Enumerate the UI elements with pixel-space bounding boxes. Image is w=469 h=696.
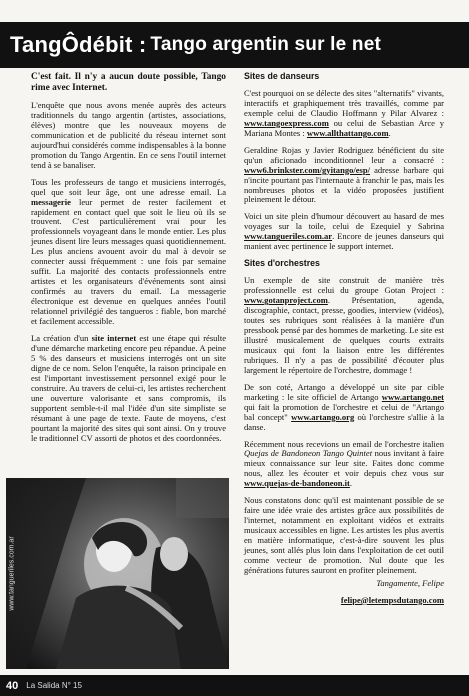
body-paragraph: Voici un site plein d'humour découvert au hasard de mes voyages sur la toile, celui de Ezequiel y Sabrina www.tangueriles.com.ar. Encore de jeunes danseurs qui manient avec pertinence le support internet. bbox=[244, 211, 444, 252]
body-paragraph: Tous les professeurs de tango et musiciens interrogés, quel que soit leur âge, ont une adresse email. La messagerie leur permet de rester facilement et rapidement en contact quel que soit le lieu où ils se trouvent. C'est particulièrement vrai pour les professionnels voyageant dans le monde entier. Les plus jeunes disent lire leurs messages quasi quotidiennement. Les plus anciens avouent avoir du mal à devoir se connecter aussi fréquemment : une fois par semaine suffit. La majorité des contacts professionnels entre artistes et les organisateurs d'événements sont ainsi confirmés au travers du email. La messagerie électronique est devenue en quelques années l'outil relationnel privilégié des tangueros : fiable, bon marché et facilement accessible. bbox=[31, 176, 226, 327]
site-link[interactable]: www.artango.net bbox=[381, 391, 444, 402]
lead-paragraph: C'est fait. Il n'y a aucun doute possible, Tango rime avec Internet. bbox=[31, 72, 226, 93]
page-footer bbox=[0, 675, 469, 696]
body-paragraph: C'est pourquoi on se délecte des sites "alternatifs" vivants, interactifs et graphiquement très travaillés, comme par exemple celui de Claudio Hoffmann y Pilar Alvarez : www.tangoexpress.com ou celui de Sebastian Arce y Mariana Montes : www.allthattango.com. bbox=[244, 87, 444, 138]
author-email[interactable]: felipe@letempsdutango.com bbox=[340, 594, 444, 605]
photo-credit: www.tangueriles.com.ar bbox=[8, 536, 16, 611]
article-title: TangÔdébit : bbox=[10, 32, 147, 57]
body-paragraph: Récemment nous recevions un email de l'orchestre italien Quejas de Bandoneon Tango Quintet nous invitant à faire mieux connaissance sur leur site. Faites donc comme nous, allez les écouter et voir depuis chez vous sur www.quejas-de-bandoneon.it. bbox=[244, 438, 444, 489]
dancer-photo bbox=[6, 478, 229, 669]
body-paragraph: La création d'un site internet est une étape qui résulte d'une démarche marketing encore peu répandue. A peine 5 % des danseurs et musiciens interrogés ont un site digne de ce nom. Selon l'enquête, la raison principale en est l'important investissement personnel exigé pour le construire. Au travers de celui-ci, les artistes recherchent une ouverture valorisante et sans compromis, ils supportent semble-t-il mal l'idée d'un site simpliste se résumant à une page de texte. Faute de moyens, c'est pourtant la majorité des sites qui sont ainsi. On y trouve le traditionnel CV assorti de photos et des coordonnées. bbox=[31, 332, 226, 443]
section-heading: Sites de danseurs bbox=[244, 71, 320, 81]
author-name: Tangamente, Felipe bbox=[376, 577, 444, 588]
body-paragraph: L'enquête que nous avons menée auprès des acteurs traditionnels du tango argentin (artistes, associations, élèves) montre que les nouveaux moyens de communication et de publicité du réseau internet sont aujourd'hui considérés comme indispensables à la bonne promotion du Tango Argentin. En ce sens l'outil internet tend à se banaliser. bbox=[31, 100, 226, 170]
article-title-bar bbox=[0, 22, 469, 68]
publication-name: La Salida N° 15 bbox=[26, 681, 82, 690]
body-paragraph: Nous constatons donc qu'il est maintenant possible de se faire une idée vraie des artistes grâce aux possibilités de l'internet, notamment en exploitant vidéos et extraits musicaux accessibles en ligne. Les artistes les plus avertis en matière informatique, c'est-à-dire souvent les plus jeunes, sont allés plus loin dans l'exploitation de cet outil comme vecteur de promotion. Nul doute que les générations futures sauront en profiter pleinement. bbox=[244, 495, 444, 575]
body-paragraph: Un exemple de site construit de manière très professionnelle est celui du groupe Gotan Project : www.gotanproject.com. Présentation, agenda, discographie, contact, presse, goodies, interview (vidéos), toutes ses rubriques sont réalisées à la manière d'un pressbook pensé par des hommes de marketing. Le site est illustré musicalement de quelques courts extraits musicaux qui font la liaison entre les différentes rubriques. Il n'y a pas de possibilité d'écouter plus largement le répertoire de l'orchestre, dommage ! bbox=[244, 275, 444, 375]
right-column bbox=[244, 72, 444, 613]
site-link[interactable]: www6.brinkster.com/gyitango/esp/ bbox=[244, 164, 370, 175]
site-link[interactable]: www.allthattango.com bbox=[306, 127, 389, 138]
site-link[interactable]: www.gotanproject.com bbox=[244, 295, 328, 306]
site-link[interactable]: www.tangueriles.com.ar bbox=[244, 231, 333, 242]
body-paragraph: Geraldine Rojas y Javier Rodriguez bénéficient du site qu'un aficionado inconditionnel leur a consacré : www6.brinkster.com/gyitango/esp/ adresse barbare qui n'incite pourtant pas l'internaute à franchir le pas, mais les nombreuses photos et la vidéo proposées justifient pleinement le détour. bbox=[244, 144, 444, 205]
article-subtitle: Tango argentin sur le net bbox=[150, 34, 381, 55]
site-link[interactable]: www.artango.org bbox=[291, 411, 355, 422]
page-number: 40 bbox=[6, 679, 19, 692]
section-heading: Sites d'orchestres bbox=[244, 258, 320, 269]
body-paragraph: De son coté, Artango a développé un site par cible marketing : le site officiel de Artango www.artango.net qui fait la promotion de l'orchestre et celui de "Artango bal concept" www.artango.org où l'orchestre s'allie à la danse. bbox=[244, 381, 445, 432]
left-column bbox=[31, 72, 226, 450]
site-link[interactable]: www.tangoexpress.com bbox=[244, 117, 329, 128]
site-link[interactable]: www.quejas-de-bandoneon.it bbox=[244, 478, 350, 489]
